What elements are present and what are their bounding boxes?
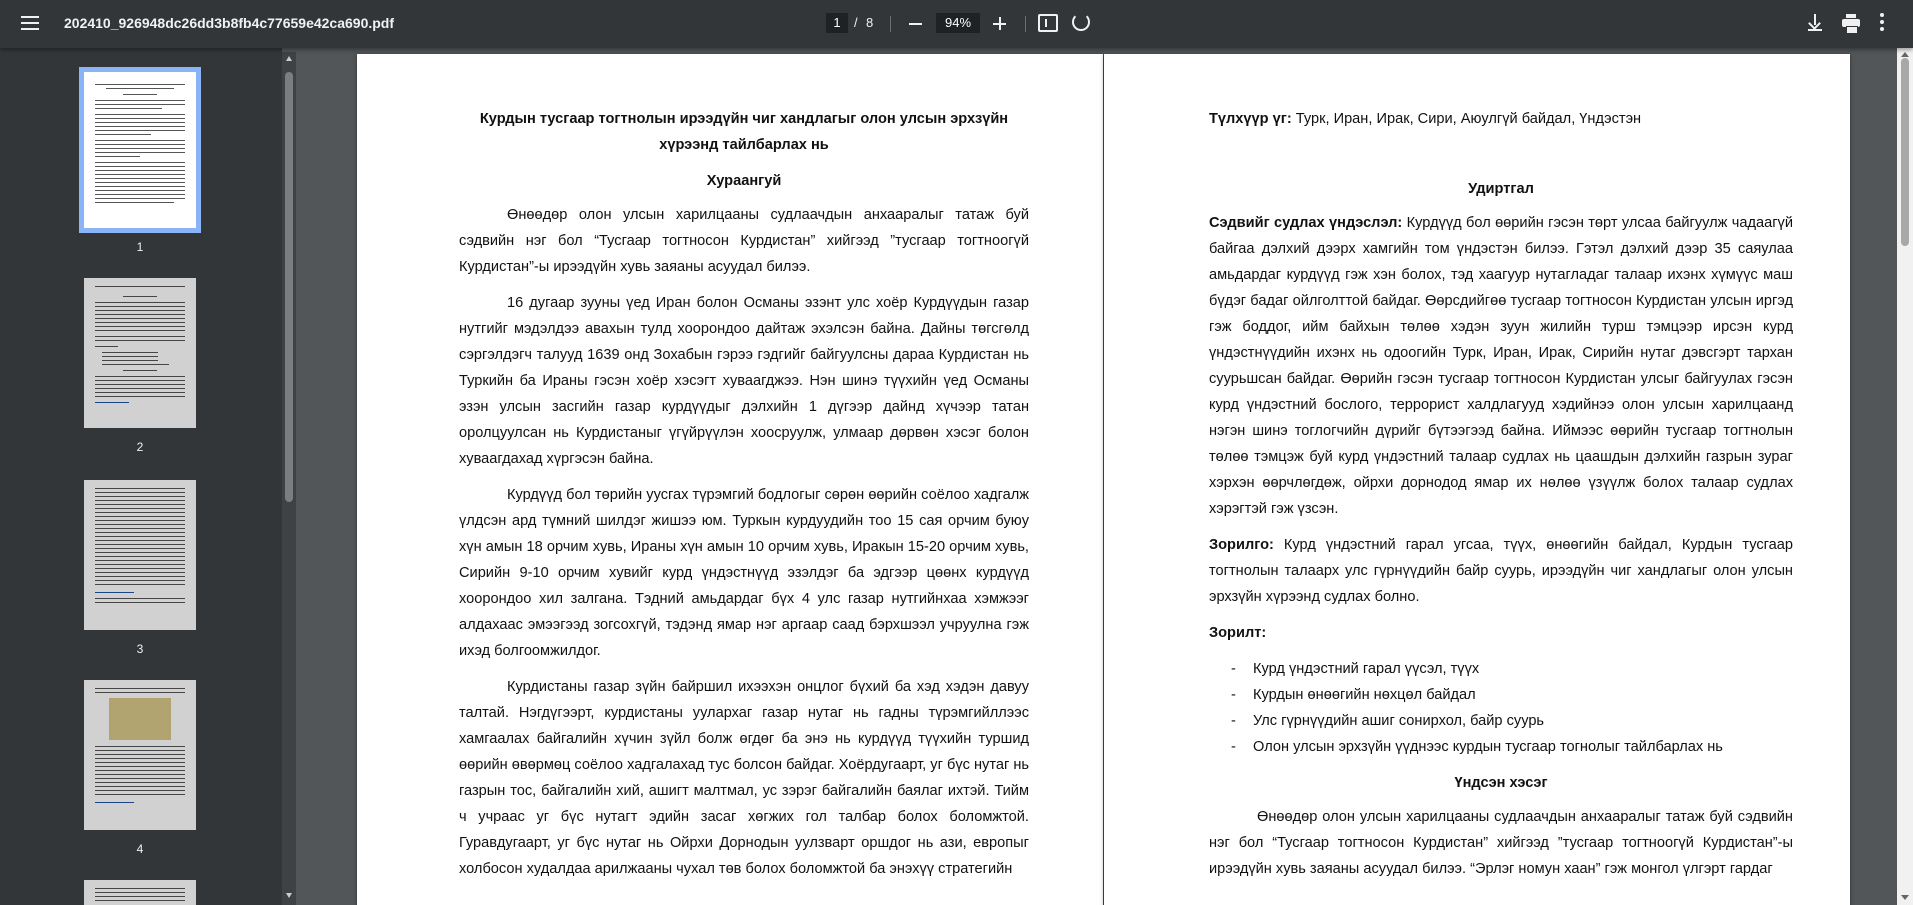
zoom-in-icon[interactable]	[989, 12, 1011, 34]
document-title: 202410_926948dc26dd3b8fb4c77659e42ca690.pdf	[64, 15, 395, 31]
goal-paragraph	[1209, 532, 1793, 610]
list-item: - Олон улсын эрхзүйн үүднээс курдын тусгаар тогнолыг тайлбарлах нь	[1231, 734, 1793, 760]
pdf-page-1	[357, 54, 1103, 905]
paragraph: Өнөөдөр олон улсын харилцааны судлаачдын анхааралыг татаж буй сэдвийн нэг бол “Тусгаар тогтносон Курдистан” хийгээд ”тусгаар тогтноогүй Курдистан”-ы ирээдүйн хувь заяаны асуудал билээ. “Эрлэг номун хаан” гэж монгол үлгэрт гардаг	[1209, 809, 1793, 877]
goal-label: Зорилго:	[1209, 537, 1274, 553]
more-options-icon[interactable]	[1880, 13, 1886, 35]
rationale-paragraph	[1209, 210, 1793, 522]
objectives-label-text: Зорилт:	[1209, 625, 1267, 641]
list-item: - Курд үндэстний гарал үүсэл, түүх	[1231, 656, 1793, 682]
thumbnail-number: 1	[136, 240, 144, 254]
pdf-toolbar	[0, 0, 1913, 48]
abstract-heading: Хураангуй	[706, 173, 782, 189]
zoom-out-icon[interactable]	[905, 12, 927, 34]
download-icon[interactable]	[1806, 13, 1824, 33]
zoom-level-input[interactable]: 94%	[936, 13, 980, 33]
objectives-list	[1209, 656, 1793, 760]
paragraph: 16 дугаар зууны үед Иран болон Османы эзэнт улс хоёр Курдүүдын газар нутгийг мэдэлдээ авахын тулд хоорондоо дайтаж эхэлсэн байна. Дайны төгсгөлд сэргэлдэгч талууд 1639 онд Зохабын гэрээ гэдгийг байгуулсны дараа Курдистан нь Туркийн ба Ираны гэсэн хоёр хэсэгт хуваагджээ. Нэн шинэ түүхийн үед Османы эзэн улсын засгийн газар курдүүдыг дэлхийн 1 дүгээр дайнд хүчээр татан оролцуулсан нь Курдистаныг үгүйрүүлэн хоосруулж, улмаар дөрвөн хэсэг болон хуваагдахад хүргэсэн байна.	[459, 295, 1029, 467]
thumbnail-number: 2	[136, 440, 144, 454]
scroll-down-icon[interactable]	[286, 893, 292, 898]
document-viewer	[296, 48, 1897, 905]
thumbnail-sidebar	[0, 48, 282, 905]
goal-text: Курд үндэстний гарал угсаа, түүх, өнөөгийн байдал, Курдын тусгаар тогтнолын талаарх улс гүрнүүдийн байр суурь, ирээдүйн чиг хандлагыг олон улсын эрхзүйн хүрээнд судлах болно.	[1209, 537, 1793, 605]
page-thumbnail-4[interactable]	[84, 680, 196, 830]
rationale-text: Курдүүд бол өөрийн гэсэн төрт улсаа байгуулж чадаагүй байгаа дэлхий дээрх хамгийн том үндэстэн билээ. Гэтэл дэлхий дээр 35 саяулаа амьдардаг курдүүд гэж хэн болох, тэд хаагуур нутагладаг талаар ихэнх хүмүүс маш бүдэг бадаг ойлголттой байдаг. Өөрсдийгөө тусгаар тогтносон Курдистан улсын иргэд гэж боддог, ийм байхын төлөө хэдэн зуун жилийн турш тэмцээр ирсэн курд үндэстнүүдийн ихэнх нь одоогийн Турк, Иран, Ирак, Сирийн нутаг дэвсгэрт тархан суурьшсан байдаг. Өөрийн гэсэн тусгаар тогтносон Курдистан улсыг байгуулах гэсэн курд үндэстний бослого, террорист халдлагууд хэдийнээ олон улсын харилцаанд нэгэн шинэ тоглогчийн дүрийг бүтээгээд байна. Иймээс өөрийн тусгаар тогтнолын төлөө тэмцэж буй курд үндэстний талаар судлах нь цаашдын дэлхийн газрын зураг хэрхэн өөрчлөгдөж, ойрхи дорнодод ямар их нөлөө үзүүлж болох талаар судлах хэрэгтэй гэж үзсэн.	[1209, 215, 1793, 517]
document-scrollbar[interactable]	[1897, 48, 1913, 905]
toolbar-divider	[890, 16, 891, 32]
paragraph: Курдистаны газар зүйн байршил ихээхэн онцлог бүхий ба хэд хэдэн давуу талтай. Нэгдүгээрт, курдистаны уулархаг газар нутаг нь гадны түрэмгийллээс хамгаалах байгалийн хүчин зүйл болж өгдөг ба энэ нь курдүүд түүхийн туршид өөрийн өвөрмөц соёлоо хадгалахад тус болсон байдаг. Хоёрдугаарт, уг бүс нутаг нь газрын тос, байгалийн хий, ашигт малтмал, ус зэрэг байгалийн баялаг ихтэй. Тийм ч учраас уг бүс нутагт эдийн засаг хөгжих гол талбар болох боломжтой. Гуравдугаарт, уг бүс нутаг нь Ойрхи Дорнодын уулзварт оршдог нь ази, европыг холбосон худалдаа арилжааны чухал төв болох боломжтой ба энэхүү стратегийн	[459, 679, 1030, 877]
thumbnail-number: 3	[136, 642, 144, 656]
thumbnail-number: 4	[136, 842, 144, 856]
main-section-heading: Үндсэн хэсэг	[1454, 775, 1548, 791]
paper-title-line-2: хүрээнд тайлбарлах нь	[659, 137, 829, 153]
toolbar-divider	[1025, 16, 1026, 32]
page-separator: /	[854, 15, 858, 30]
keywords-label: Түлхүүр үг:	[1209, 111, 1292, 127]
rotate-icon[interactable]	[1072, 13, 1090, 31]
paragraph: Өнөөдөр олон улсын харилцааны судлаачдын анхааралыг татаж буй сэдвийн нэг бол “Тусгаар тогтносон Курдистан” хийгээд ”тусгаар тогтноогүй Курдистан”-ы ирээдүйн хувь заяаны асуудал билээ.	[459, 207, 1029, 275]
page-thumbnail-2[interactable]	[84, 278, 196, 428]
keywords-text: Турк, Иран, Ирак, Сири, Аюулгүй байдал, Үндэстэн	[1291, 111, 1642, 127]
print-icon[interactable]	[1842, 14, 1860, 32]
paragraph: Курдүүд бол төрийн уусгах түрэмгий бодлогыг сөрөн өөрийн соёлоо хадгалж үлдсэн ард түмний шилдэг жишээ юм. Туркын курдуудийн тоо 15 сая орчим буюу хүн амын 18 орчим хувь, Ираны хүн амын 10 орчим хувь, Иракын 15-20 орчим хувь, Сирийн 9-10 орчим хувийг курд үндэстнүүд эзэлдэг ба эдгээр цөөнх курдүүд хоорондоо хил залгана. Тэдний амьдардаг бүх 4 улс газар нутгийнхаа хэмжээг алдахаас эмээгээд зогсохгүй, тэдэнд ямар нэг аргаар саад бэрхшээл учруулна гэж ихэд болгоомжилдог.	[459, 487, 1029, 659]
page-number-input[interactable]: 1	[826, 13, 848, 33]
menu-icon[interactable]	[18, 12, 44, 36]
list-item: - Улс гүрнүүдийн ашиг сонирхол, байр суурь	[1231, 708, 1793, 734]
page-total: 8	[866, 15, 874, 30]
fit-to-page-icon[interactable]	[1038, 14, 1058, 32]
scroll-up-icon[interactable]	[1901, 52, 1909, 57]
intro-heading: Удиртгал	[1468, 181, 1534, 197]
list-item: - Курдын өнөөгийн нөхцөл байдал	[1231, 682, 1793, 708]
scroll-up-icon[interactable]	[286, 56, 292, 61]
page-thumbnail-3[interactable]	[84, 480, 196, 630]
page-thumbnail-5[interactable]	[84, 880, 196, 905]
paper-title-line-1: Курдын тусгаар тогтнолын ирээдүйн чиг хандлагыг олон улсын эрхзүйн	[479, 111, 1009, 127]
scroll-down-icon[interactable]	[1901, 895, 1909, 900]
rationale-label: Сэдвийг судлах үндэслэл:	[1209, 215, 1403, 231]
sidebar-scrollbar[interactable]	[282, 52, 296, 905]
page-thumbnail-1[interactable]	[84, 72, 196, 228]
objectives-label	[1209, 620, 1793, 646]
pdf-page-2	[1104, 54, 1850, 905]
keywords-line	[1209, 106, 1793, 132]
